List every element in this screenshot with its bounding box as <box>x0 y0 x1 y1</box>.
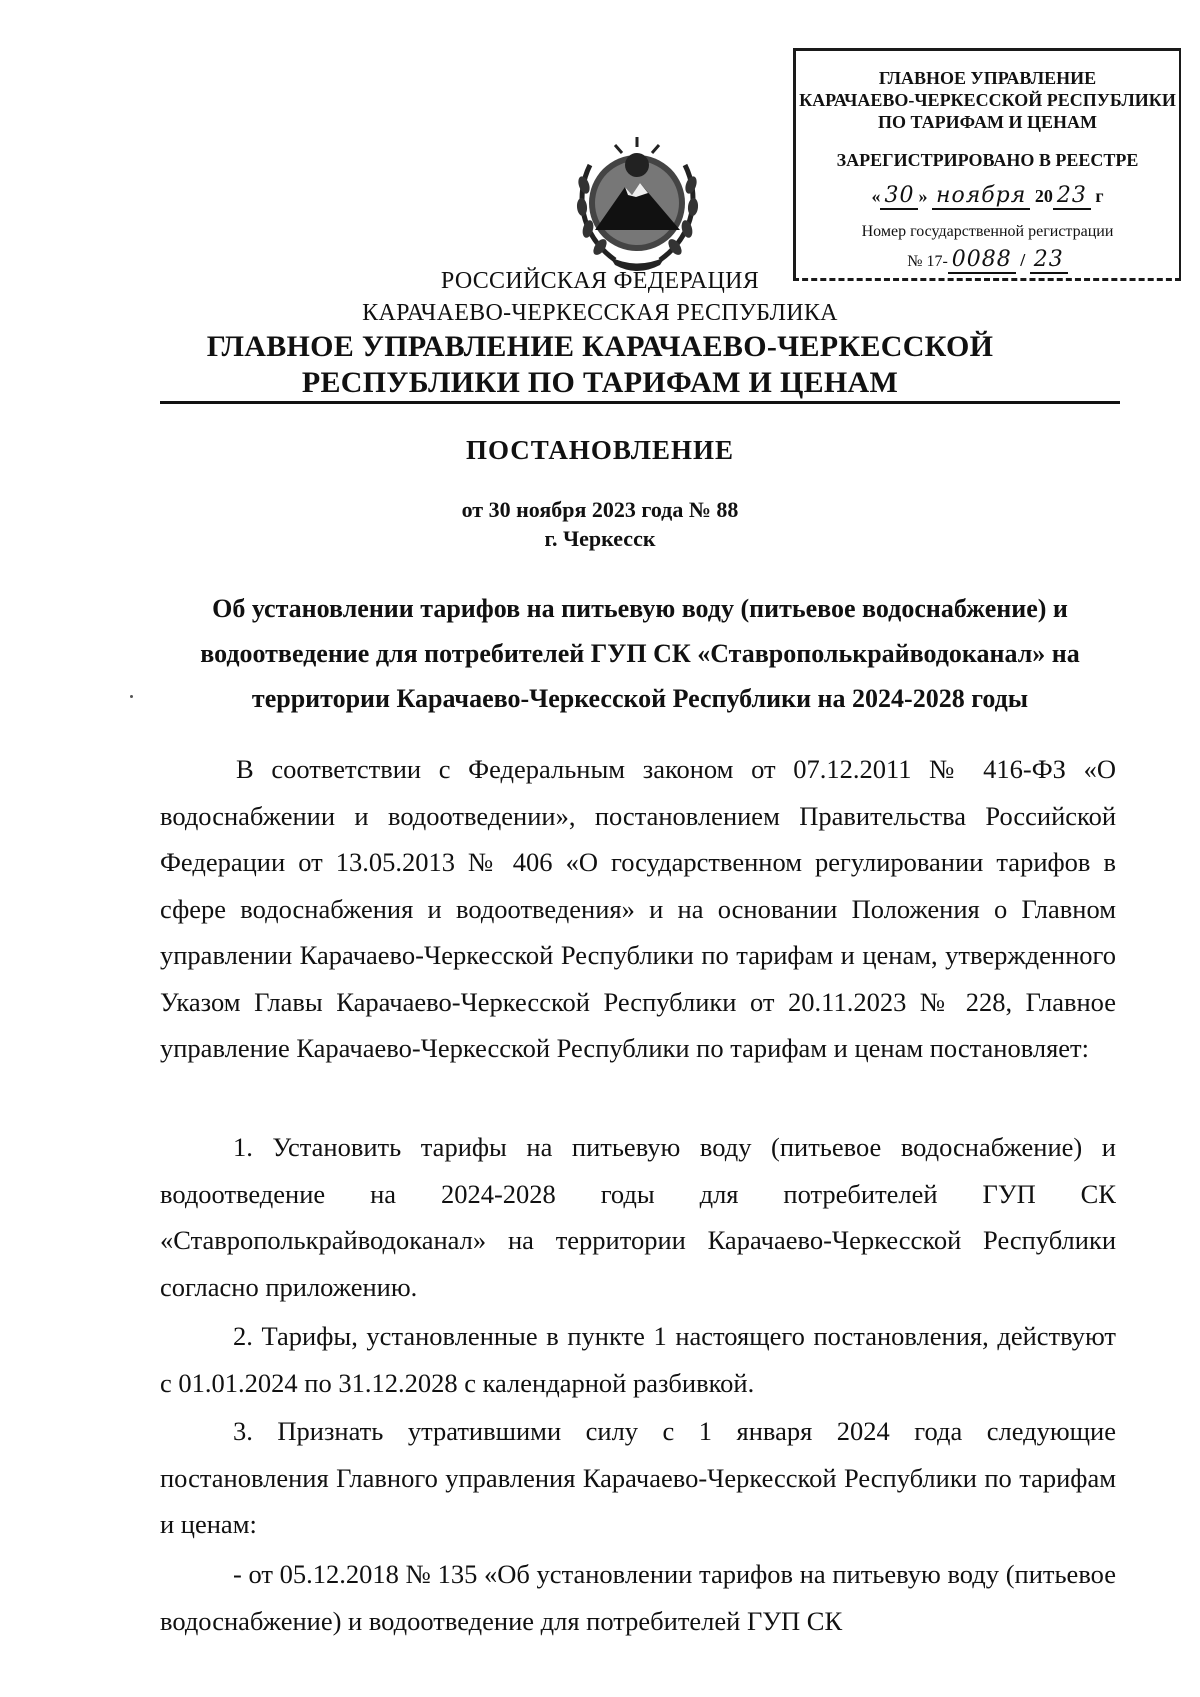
header-republic: КАРАЧАЕВО-ЧЕРКЕССКАЯ РЕСПУБЛИКА <box>362 300 838 326</box>
stamp-regno-year: 23 <box>1030 247 1068 274</box>
stamp-registered: ЗАРЕГИСТРИРОВАНО В РЕЕСТРЕ <box>836 150 1139 170</box>
header-country: РОССИЙСКАЯ ФЕДЕРАЦИЯ <box>440 268 760 294</box>
document-date-number: от 30 ноября 2023 года № 88 <box>461 497 739 522</box>
stamp-date-month: ноября <box>932 183 1030 210</box>
document-type: ПОСТАНОВЛЕНИЕ <box>465 435 735 465</box>
document-city: г. Черкесск <box>544 526 656 551</box>
item-1-paragraph: 1. Установить тарифы на питьевую воду (питьевое водоснабжение) и водоотведение на 2024-2028 годы для потребителей ГУП СК «Ставрополькрайводоканал» на территории Карачаево-Черкесской Республики согласно приложению. <box>160 1132 1116 1302</box>
document-subject: Об установлении тарифов на питьевую воду (питьевое водоснабжение) и водоотведение для потребителей ГУП СК «Ставрополькрайводоканал» на территории Карачаево-Черкесской Республики на 2024-2028 годы <box>200 594 1080 713</box>
stamp-org-line3: ПО ТАРИФАМ И ЦЕНАМ <box>878 112 1097 132</box>
stamp-org-line1: ГЛАВНОЕ УПРАВЛЕНИЕ <box>878 68 1097 88</box>
stamp-regno: № 17- 0088 / 23 <box>796 249 1179 273</box>
stamp-regno-label: Номер государственной регистрации <box>861 223 1114 240</box>
registration-stamp <box>793 48 1181 281</box>
item-3-sub-1-paragraph: - от 05.12.2018 № 135 «Об установлении тарифов на питьевую воду (питьевое водоснабжение) и водоотведение для потребителей ГУП СК <box>160 1559 1116 1636</box>
stamp-date-day: 30 <box>880 183 918 210</box>
header-agency-line1: ГЛАВНОЕ УПРАВЛЕНИЕ КАРАЧАЕВО-ЧЕРКЕССКОЙ <box>206 330 994 363</box>
stamp-date-suffix: г <box>1095 186 1104 206</box>
item-2-paragraph: 2. Тарифы, установленные в пункте 1 настоящего постановления, действуют с 01.01.2024 по 31.12.2028 с календарной разбивкой. <box>160 1321 1116 1398</box>
header-divider <box>160 401 1120 404</box>
stamp-regno-prefix: № 17- <box>907 253 948 270</box>
stamp-registration-date: « 30 » ноября 20 23 г <box>871 183 1104 208</box>
stamp-regno-number: 0088 <box>948 247 1016 274</box>
preamble-paragraph: В соответствии с Федеральным законом от 07.12.2011 № 416-ФЗ «О водоснабжении и водоотведении», постановлением Правительства Российской Федерации от 13.05.2013 № 406 «О государственном регулировании тарифов в сфере водоснабжения и водоотведения» и на основании Положения о Главном управлении Карачаево-Черкесской Республики по тарифам и ценам, утвержденного Указом Главы Карачаево-Черкесской Республики от 20.11.2023 № 228, Главное управление Карачаево-Черкесской Республики по тарифам и ценам постановляет: <box>160 754 1116 1063</box>
scan-speck <box>130 695 133 698</box>
stamp-org-line2: КАРАЧАЕВО-ЧЕРКЕССКОЙ РЕСПУБЛИКИ <box>799 90 1176 110</box>
coat-of-arms-icon <box>570 125 705 275</box>
stamp-date-year-prefix: 20 <box>1034 186 1053 206</box>
header-agency-line2: РЕСПУБЛИКИ ПО ТАРИФАМ И ЦЕНАМ <box>301 366 899 399</box>
item-3-paragraph: 3. Признать утратившими силу с 1 января 2024 года следующие постановления Главного управления Карачаево-Черкесской Республики по тарифам и ценам: <box>160 1416 1116 1539</box>
stamp-date-year-suffix: 23 <box>1053 183 1091 210</box>
